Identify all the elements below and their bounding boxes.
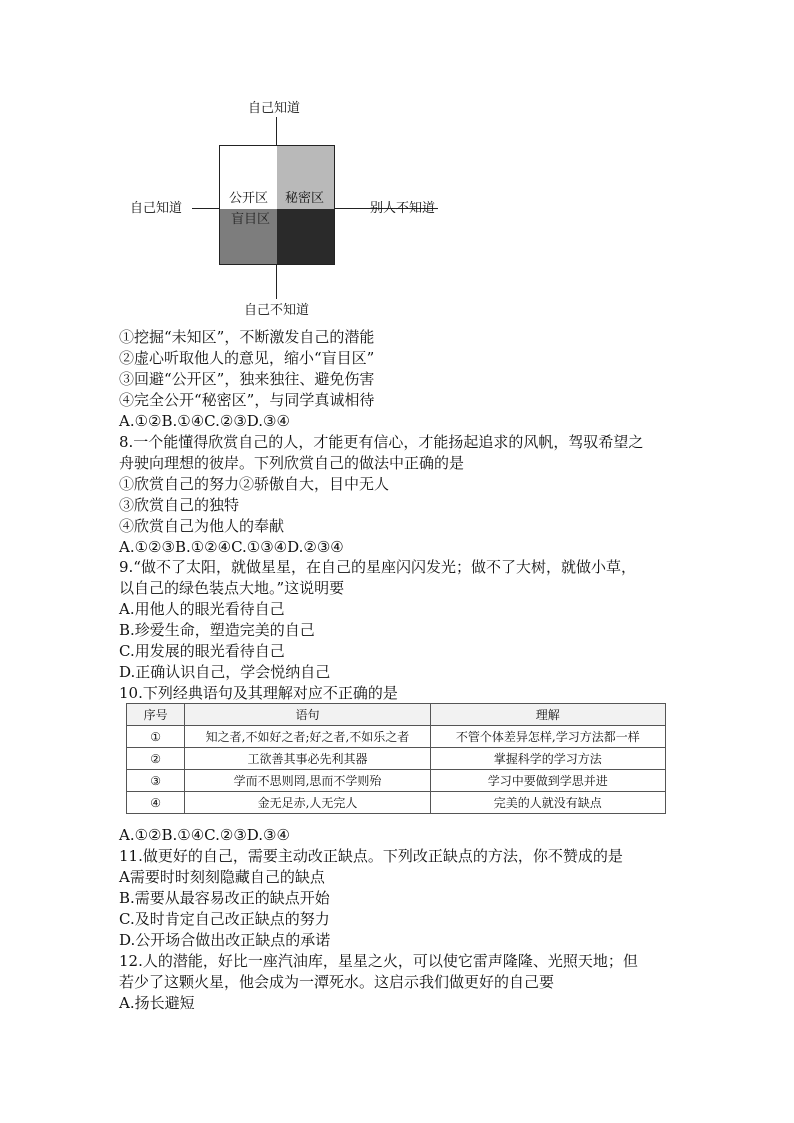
q8-item-3: ④欣赏自己为他人的奉献 [119, 517, 285, 535]
diagram-right-label: 别人不知道 [370, 201, 436, 216]
table-cell: ③ [127, 770, 185, 792]
q10-stem: 10.下列经典语句及其理解对应不正确的是 [119, 684, 398, 702]
table-cell: 不管个体差异怎样,学习方法都一样 [430, 726, 665, 748]
q7-option-2: ②虚心听取他人的意见，缩小“盲目区” [119, 349, 375, 367]
q9-option-d: D.正确认识自己，学会悦纳自己 [119, 663, 331, 681]
q9-option-c: C.用发展的眼光看待自己 [119, 642, 285, 660]
q7-option-1: ①挖掘“未知区”，不断激发自己的潜能 [119, 328, 375, 346]
q9-stem-line-1: 9.“做不了太阳，就做星星，在自己的星座闪闪发光；做不了大树，就做小草， [119, 558, 636, 576]
table-header-cell: 序号 [127, 704, 185, 726]
table-cell: ① [127, 726, 185, 748]
table-cell: ④ [127, 792, 185, 814]
q9-option-b: B.珍爱生命，塑造完美的自己 [119, 621, 315, 639]
q8-item-2: ③欣赏自己的独特 [119, 496, 240, 514]
q12-option-a: A.扬长避短 [119, 994, 195, 1012]
q11-option-a: A需要时时刻刻隐藏自己的缺点 [119, 868, 325, 886]
table-row [127, 726, 666, 748]
diagram-left-label: 自己知道 [130, 201, 183, 216]
q7-option-3: ③回避“公开区”，独来独往、避免伤害 [119, 370, 375, 388]
quadrant-secret-label: 秘密区 [285, 191, 325, 206]
table-header-cell: 语句 [185, 704, 430, 726]
diagram-bottom-label: 自己不知道 [244, 303, 310, 318]
diagram-top-label: 自己知道 [248, 101, 301, 116]
q11-option-b: B.需要从最容易改正的缺点开始 [119, 889, 330, 907]
table-row [127, 792, 666, 814]
table-cell: 知之者,不如好之者;好之者,不如乐之者 [185, 726, 430, 748]
table-cell: 工欲善其事必先利其器 [185, 748, 430, 770]
quadrant-unknown [277, 209, 335, 265]
q12-stem-line-1: 12.人的潜能，好比一座汽油库，星星之火，可以使它雷声隆隆、光照天地；但 [119, 952, 638, 970]
q10-quote-table [126, 703, 666, 814]
table-cell: 学而不思则罔,思而不学则殆 [185, 770, 430, 792]
table-cell: 金无足赤,人无完人 [185, 792, 430, 814]
q8-stem-line-2: 舟驶向理想的彼岸。下列欣赏自己的做法中正确的是 [119, 454, 465, 472]
table-row [127, 748, 666, 770]
q11-stem: 11.做更好的自己，需要主动改正缺点。下列改正缺点的方法，你不赞成的是 [119, 847, 623, 865]
q7-option-4: ④完全公开“秘密区”，与同学真诚相待 [119, 391, 375, 409]
q7-answer-choices: A.①②B.①④C.②③D.③④ [119, 412, 290, 430]
quadrant-blind-label: 盲目区 [231, 212, 271, 227]
q10-answer-choices: A.①②B.①④C.②③D.③④ [119, 826, 290, 844]
q9-option-a: A.用他人的眼光看待自己 [119, 600, 285, 618]
table-cell: 学习中要做到学思并进 [430, 770, 665, 792]
table-cell: 完美的人就没有缺点 [430, 792, 665, 814]
table-cell: 掌握科学的学习方法 [430, 748, 665, 770]
quadrant-public-label: 公开区 [229, 191, 269, 206]
johari-window-diagram [120, 95, 450, 320]
q12-stem-line-2: 若少了这颗火星，他会成为一潭死水。这启示我们做更好的自己要 [119, 973, 555, 991]
table-row [127, 770, 666, 792]
q11-option-d: D.公开场合做出改正缺点的承诺 [119, 931, 331, 949]
table-header-row [127, 704, 666, 726]
q11-option-c: C.及时肯定自己改正缺点的努力 [119, 910, 330, 928]
q8-answer-choices: A.①②③B.①②④C.①③④D.②③④ [119, 538, 344, 556]
table-cell: ② [127, 748, 185, 770]
table-header-cell: 理解 [430, 704, 665, 726]
q9-stem-line-2: 以自己的绿色装点大地。”这说明要 [119, 579, 345, 597]
q8-stem-line-1: 8.一个能懂得欣赏自己的人，才能更有信心，才能扬起追求的风帆，驾驭希望之 [119, 433, 644, 451]
q8-item-1: ①欣赏自己的努力②骄傲自大，目中无人 [119, 475, 390, 493]
